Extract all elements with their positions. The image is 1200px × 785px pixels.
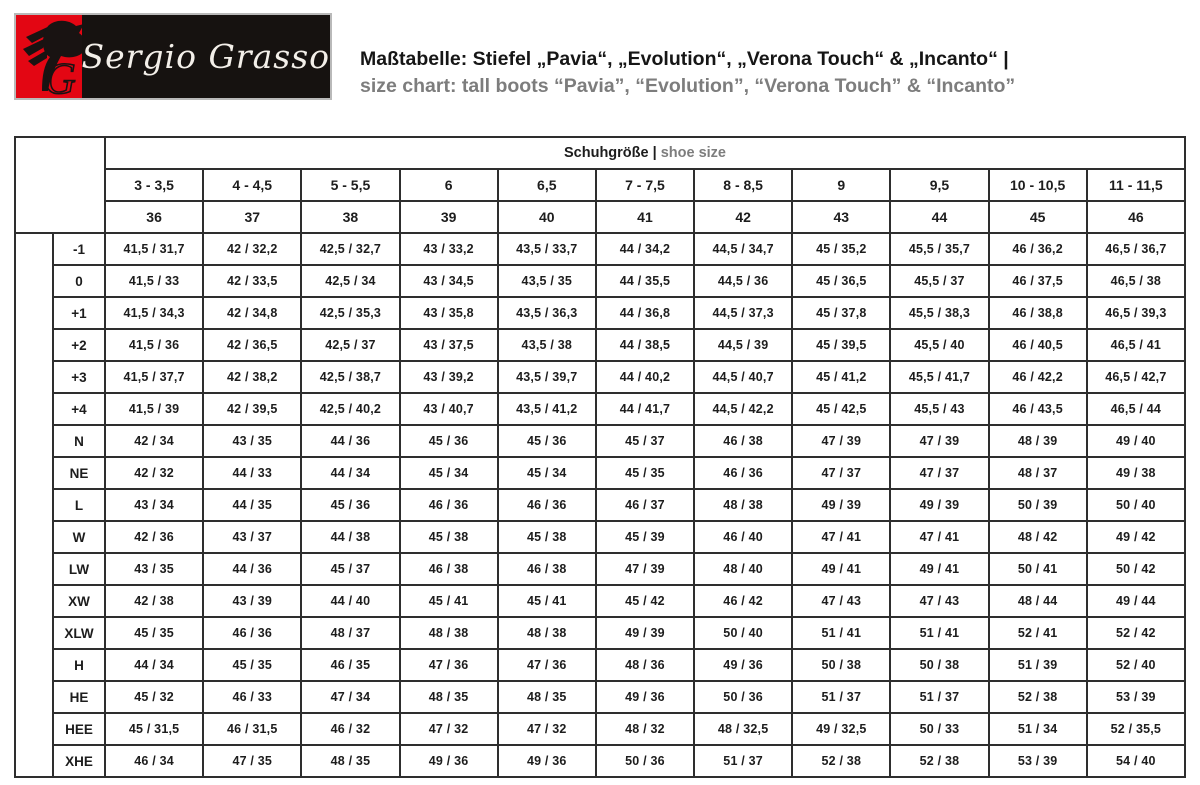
table-row — [15, 713, 1185, 745]
size-value-cell: 49 / 36 — [498, 745, 596, 777]
size-value-cell: 45 / 37 — [596, 425, 694, 457]
size-value-cell: 42 / 34,8 — [203, 297, 301, 329]
shoe-size-header-german: Schuhgröße | — [564, 145, 657, 161]
size-value-cell: 53 / 39 — [989, 745, 1087, 777]
size-value-cell: 43,5 / 35 — [498, 265, 596, 297]
size-value-cell: 46 / 38 — [694, 425, 792, 457]
eu-size-cell: 41 — [596, 201, 694, 233]
size-value-cell: 47 / 37 — [890, 457, 988, 489]
size-value-cell: 43,5 / 33,7 — [498, 233, 596, 265]
size-value-cell: 44 / 33 — [203, 457, 301, 489]
page-title-block — [360, 46, 1015, 100]
size-value-cell: 41,5 / 34,3 — [105, 297, 203, 329]
size-value-cell: 46 / 42,2 — [989, 361, 1087, 393]
table-row — [15, 617, 1185, 649]
size-value-cell: 42 / 34 — [105, 425, 203, 457]
table-row — [15, 489, 1185, 521]
size-value-cell: 46 / 36 — [203, 617, 301, 649]
size-value-cell: 49 / 42 — [1087, 521, 1185, 553]
size-value-cell: 42,5 / 38,7 — [301, 361, 399, 393]
size-value-cell: 46,5 / 44 — [1087, 393, 1185, 425]
row-label: XLW — [53, 617, 105, 649]
size-value-cell: 46 / 36,2 — [989, 233, 1087, 265]
table-row — [15, 425, 1185, 457]
uk-size-cell: 7 - 7,5 — [596, 169, 694, 201]
uk-size-cell: 8 - 8,5 — [694, 169, 792, 201]
shoe-size-header — [105, 137, 1185, 169]
size-value-cell: 45 / 35 — [105, 617, 203, 649]
size-value-cell: 45,5 / 35,7 — [890, 233, 988, 265]
size-value-cell: 48 / 32 — [596, 713, 694, 745]
size-value-cell: 49 / 39 — [596, 617, 694, 649]
size-value-cell: 45 / 39,5 — [792, 329, 890, 361]
size-value-cell: 44,5 / 39 — [694, 329, 792, 361]
size-value-cell: 52 / 38 — [792, 745, 890, 777]
size-value-cell: 44 / 34 — [105, 649, 203, 681]
size-value-cell: 46 / 38 — [498, 553, 596, 585]
table-row — [15, 297, 1185, 329]
uk-size-cell: 11 - 11,5 — [1087, 169, 1185, 201]
size-value-cell: 46 / 36 — [498, 489, 596, 521]
size-value-cell: 45 / 38 — [498, 521, 596, 553]
size-value-cell: 44 / 35 — [203, 489, 301, 521]
size-value-cell: 49 / 36 — [400, 745, 498, 777]
size-value-cell: 45,5 / 38,3 — [890, 297, 988, 329]
size-value-cell: 42,5 / 34 — [301, 265, 399, 297]
size-value-cell: 47 / 39 — [596, 553, 694, 585]
size-value-cell: 50 / 33 — [890, 713, 988, 745]
row-label: H — [53, 649, 105, 681]
eu-size-cell: 39 — [400, 201, 498, 233]
size-value-cell: 45,5 / 41,7 — [890, 361, 988, 393]
size-value-cell: 46 / 35 — [301, 649, 399, 681]
eu-sizes-row — [15, 201, 1185, 233]
size-value-cell: 45 / 36,5 — [792, 265, 890, 297]
size-value-cell: 46 / 37 — [596, 489, 694, 521]
size-value-cell: 47 / 39 — [792, 425, 890, 457]
eu-size-cell: 40 — [498, 201, 596, 233]
size-value-cell: 46 / 37,5 — [989, 265, 1087, 297]
size-value-cell: 48 / 44 — [989, 585, 1087, 617]
size-value-cell: 44 / 34,2 — [596, 233, 694, 265]
size-value-cell: 52 / 35,5 — [1087, 713, 1185, 745]
size-value-cell: 51 / 41 — [792, 617, 890, 649]
uk-size-cell: 9 — [792, 169, 890, 201]
size-value-cell: 43 / 35 — [105, 553, 203, 585]
size-value-cell: 45 / 35 — [596, 457, 694, 489]
size-value-cell: 51 / 37 — [792, 681, 890, 713]
size-value-cell: 44,5 / 40,7 — [694, 361, 792, 393]
brand-wordmark — [82, 15, 331, 98]
size-table-body — [15, 233, 1185, 777]
size-value-cell: 44 / 36 — [203, 553, 301, 585]
size-value-cell: 47 / 37 — [792, 457, 890, 489]
eu-size-cell: 37 — [203, 201, 301, 233]
svg-text:G: G — [44, 54, 76, 98]
size-value-cell: 47 / 36 — [400, 649, 498, 681]
size-value-cell: 48 / 35 — [400, 681, 498, 713]
size-value-cell: 48 / 38 — [498, 617, 596, 649]
size-value-cell: 47 / 36 — [498, 649, 596, 681]
size-value-cell: 48 / 40 — [694, 553, 792, 585]
size-value-cell: 48 / 35 — [301, 745, 399, 777]
size-value-cell: 49 / 32,5 — [792, 713, 890, 745]
size-value-cell: 46,5 / 36,7 — [1087, 233, 1185, 265]
table-row — [15, 329, 1185, 361]
uk-size-cell: 9,5 — [890, 169, 988, 201]
size-value-cell: 48 / 35 — [498, 681, 596, 713]
brand-name: Sergio Grasso — [81, 37, 330, 76]
table-row — [15, 681, 1185, 713]
size-value-cell: 45 / 41,2 — [792, 361, 890, 393]
table-row — [15, 553, 1185, 585]
size-value-cell: 47 / 41 — [792, 521, 890, 553]
horse-icon — [16, 15, 82, 98]
size-value-cell: 49 / 44 — [1087, 585, 1185, 617]
size-value-cell: 49 / 38 — [1087, 457, 1185, 489]
row-label: N — [53, 425, 105, 457]
size-value-cell: 45 / 41 — [400, 585, 498, 617]
size-value-cell: 51 / 37 — [694, 745, 792, 777]
size-value-cell: 48 / 42 — [989, 521, 1087, 553]
row-label: L — [53, 489, 105, 521]
size-value-cell: 51 / 41 — [890, 617, 988, 649]
page-title-german: Maßtabelle: Stiefel „Pavia“, „Evolution“, „Verona Touch“ & „Incanto“ | — [360, 48, 1009, 70]
size-value-cell: 48 / 39 — [989, 425, 1087, 457]
size-value-cell: 46 / 31,5 — [203, 713, 301, 745]
size-value-cell: 45 / 36 — [400, 425, 498, 457]
table-row — [15, 265, 1185, 297]
size-value-cell: 43 / 35 — [203, 425, 301, 457]
size-value-cell: 43 / 35,8 — [400, 297, 498, 329]
uk-size-cell: 4 - 4,5 — [203, 169, 301, 201]
table-row — [15, 457, 1185, 489]
size-value-cell: 42,5 / 35,3 — [301, 297, 399, 329]
size-value-cell: 50 / 36 — [596, 745, 694, 777]
size-value-cell: 50 / 36 — [694, 681, 792, 713]
size-value-cell: 44 / 40,2 — [596, 361, 694, 393]
size-value-cell: 45 / 41 — [498, 585, 596, 617]
size-value-cell: 46 / 36 — [694, 457, 792, 489]
size-value-cell: 45 / 38 — [400, 521, 498, 553]
size-value-cell: 42 / 39,5 — [203, 393, 301, 425]
uk-sizes-row — [15, 169, 1185, 201]
size-value-cell: 46 / 43,5 — [989, 393, 1087, 425]
size-value-cell: 48 / 36 — [596, 649, 694, 681]
group-header-row — [15, 137, 1185, 169]
row-label: 0 — [53, 265, 105, 297]
size-value-cell: 52 / 41 — [989, 617, 1087, 649]
size-value-cell: 48 / 37 — [989, 457, 1087, 489]
size-value-cell: 41,5 / 37,7 — [105, 361, 203, 393]
size-value-cell: 50 / 38 — [890, 649, 988, 681]
eu-size-cell: 46 — [1087, 201, 1185, 233]
size-value-cell: 52 / 40 — [1087, 649, 1185, 681]
size-value-cell: 44 / 34 — [301, 457, 399, 489]
row-label: W — [53, 521, 105, 553]
uk-size-cell: 5 - 5,5 — [301, 169, 399, 201]
size-value-cell: 45 / 36 — [301, 489, 399, 521]
size-value-cell: 49 / 39 — [890, 489, 988, 521]
size-value-cell: 47 / 39 — [890, 425, 988, 457]
uk-size-cell: 10 - 10,5 — [989, 169, 1087, 201]
size-value-cell: 43 / 37 — [203, 521, 301, 553]
row-label: +4 — [53, 393, 105, 425]
size-value-cell: 46 / 34 — [105, 745, 203, 777]
size-value-cell: 43 / 34,5 — [400, 265, 498, 297]
size-value-cell: 46,5 / 41 — [1087, 329, 1185, 361]
size-value-cell: 46,5 / 39,3 — [1087, 297, 1185, 329]
size-value-cell: 47 / 35 — [203, 745, 301, 777]
size-value-cell: 45,5 / 43 — [890, 393, 988, 425]
size-value-cell: 45 / 37 — [301, 553, 399, 585]
size-value-cell: 44,5 / 37,3 — [694, 297, 792, 329]
eu-size-cell: 38 — [301, 201, 399, 233]
row-label: HE — [53, 681, 105, 713]
shoe-size-header-english: shoe size — [660, 145, 726, 161]
size-value-cell: 45 / 37,8 — [792, 297, 890, 329]
size-value-cell: 41,5 / 36 — [105, 329, 203, 361]
size-value-cell: 47 / 43 — [890, 585, 988, 617]
size-value-cell: 42,5 / 37 — [301, 329, 399, 361]
size-value-cell: 43 / 37,5 — [400, 329, 498, 361]
size-value-cell: 42 / 33,5 — [203, 265, 301, 297]
page-title-english: size chart: tall boots “Pavia”, “Evolution”, “Verona Touch” & “Incanto” — [360, 75, 1016, 97]
row-label: XHE — [53, 745, 105, 777]
size-value-cell: 41,5 / 31,7 — [105, 233, 203, 265]
size-value-cell: 44 / 41,7 — [596, 393, 694, 425]
size-value-cell: 47 / 34 — [301, 681, 399, 713]
eu-size-cell: 36 — [105, 201, 203, 233]
eu-size-cell: 44 — [890, 201, 988, 233]
size-value-cell: 48 / 38 — [400, 617, 498, 649]
size-value-cell: 45 / 42 — [596, 585, 694, 617]
size-value-cell: 51 / 37 — [890, 681, 988, 713]
size-value-cell: 47 / 43 — [792, 585, 890, 617]
size-value-cell: 50 / 40 — [694, 617, 792, 649]
size-value-cell: 43,5 / 41,2 — [498, 393, 596, 425]
size-value-cell: 46 / 33 — [203, 681, 301, 713]
size-value-cell: 43 / 40,7 — [400, 393, 498, 425]
size-value-cell: 53 / 39 — [1087, 681, 1185, 713]
size-value-cell: 44 / 35,5 — [596, 265, 694, 297]
size-value-cell: 48 / 37 — [301, 617, 399, 649]
size-value-cell: 44 / 36,8 — [596, 297, 694, 329]
size-value-cell: 45 / 35,2 — [792, 233, 890, 265]
size-value-cell: 49 / 41 — [792, 553, 890, 585]
size-value-cell: 41,5 / 39 — [105, 393, 203, 425]
size-table — [14, 136, 1186, 778]
size-value-cell: 49 / 41 — [890, 553, 988, 585]
size-value-cell: 50 / 40 — [1087, 489, 1185, 521]
size-value-cell: 42 / 38 — [105, 585, 203, 617]
size-value-cell: 43 / 39,2 — [400, 361, 498, 393]
table-row — [15, 745, 1185, 777]
size-value-cell: 50 / 42 — [1087, 553, 1185, 585]
size-value-cell: 45 / 34 — [400, 457, 498, 489]
size-value-cell: 48 / 32,5 — [694, 713, 792, 745]
table-row — [15, 233, 1185, 265]
row-label: NE — [53, 457, 105, 489]
size-value-cell: 43 / 34 — [105, 489, 203, 521]
size-value-cell: 44,5 / 34,7 — [694, 233, 792, 265]
corner-cell — [15, 137, 105, 233]
table-row — [15, 521, 1185, 553]
eu-size-cell: 42 — [694, 201, 792, 233]
size-value-cell: 49 / 36 — [694, 649, 792, 681]
size-value-cell: 41,5 / 33 — [105, 265, 203, 297]
eu-size-cell: 43 — [792, 201, 890, 233]
size-value-cell: 45 / 32 — [105, 681, 203, 713]
size-value-cell: 47 / 32 — [400, 713, 498, 745]
size-value-cell: 45 / 31,5 — [105, 713, 203, 745]
left-spacer-cell — [15, 233, 53, 777]
size-value-cell: 50 / 41 — [989, 553, 1087, 585]
row-label: HEE — [53, 713, 105, 745]
size-value-cell: 47 / 32 — [498, 713, 596, 745]
size-value-cell: 45 / 42,5 — [792, 393, 890, 425]
table-row — [15, 649, 1185, 681]
size-value-cell: 42 / 32,2 — [203, 233, 301, 265]
size-value-cell: 49 / 36 — [596, 681, 694, 713]
size-value-cell: 43,5 / 36,3 — [498, 297, 596, 329]
size-value-cell: 44,5 / 42,2 — [694, 393, 792, 425]
size-value-cell: 42 / 32 — [105, 457, 203, 489]
size-value-cell: 52 / 38 — [890, 745, 988, 777]
size-value-cell: 52 / 38 — [989, 681, 1087, 713]
size-value-cell: 44 / 38 — [301, 521, 399, 553]
eu-size-cell: 45 — [989, 201, 1087, 233]
size-value-cell: 46 / 38 — [400, 553, 498, 585]
size-value-cell: 46 / 40,5 — [989, 329, 1087, 361]
size-value-cell: 52 / 42 — [1087, 617, 1185, 649]
size-value-cell: 43 / 33,2 — [400, 233, 498, 265]
table-row — [15, 393, 1185, 425]
row-label: +2 — [53, 329, 105, 361]
size-value-cell: 51 / 34 — [989, 713, 1087, 745]
size-value-cell: 46 / 40 — [694, 521, 792, 553]
size-value-cell: 43,5 / 39,7 — [498, 361, 596, 393]
size-value-cell: 44 / 40 — [301, 585, 399, 617]
size-value-cell: 49 / 39 — [792, 489, 890, 521]
size-value-cell: 50 / 39 — [989, 489, 1087, 521]
size-value-cell: 46 / 42 — [694, 585, 792, 617]
size-value-cell: 51 / 39 — [989, 649, 1087, 681]
row-label: LW — [53, 553, 105, 585]
size-value-cell: 46,5 / 42,7 — [1087, 361, 1185, 393]
size-value-cell: 45,5 / 37 — [890, 265, 988, 297]
uk-size-cell: 6,5 — [498, 169, 596, 201]
size-value-cell: 44 / 38,5 — [596, 329, 694, 361]
row-label: +1 — [53, 297, 105, 329]
uk-size-cell: 3 - 3,5 — [105, 169, 203, 201]
size-value-cell: 46 / 32 — [301, 713, 399, 745]
size-value-cell: 48 / 38 — [694, 489, 792, 521]
size-value-cell: 45 / 36 — [498, 425, 596, 457]
size-value-cell: 47 / 41 — [890, 521, 988, 553]
size-value-cell: 42 / 36 — [105, 521, 203, 553]
row-label: -1 — [53, 233, 105, 265]
size-value-cell: 42 / 36,5 — [203, 329, 301, 361]
table-row — [15, 361, 1185, 393]
size-value-cell: 42,5 / 40,2 — [301, 393, 399, 425]
size-value-cell: 45 / 39 — [596, 521, 694, 553]
size-value-cell: 50 / 38 — [792, 649, 890, 681]
size-value-cell: 54 / 40 — [1087, 745, 1185, 777]
size-value-cell: 46,5 / 38 — [1087, 265, 1185, 297]
uk-size-cell: 6 — [400, 169, 498, 201]
table-row — [15, 585, 1185, 617]
size-value-cell: 44,5 / 36 — [694, 265, 792, 297]
size-value-cell: 46 / 36 — [400, 489, 498, 521]
size-value-cell: 42 / 38,2 — [203, 361, 301, 393]
sergio-grasso-logo — [14, 13, 332, 100]
size-value-cell: 45,5 / 40 — [890, 329, 988, 361]
size-value-cell: 45 / 35 — [203, 649, 301, 681]
size-value-cell: 43,5 / 38 — [498, 329, 596, 361]
size-value-cell: 42,5 / 32,7 — [301, 233, 399, 265]
size-value-cell: 46 / 38,8 — [989, 297, 1087, 329]
size-value-cell: 49 / 40 — [1087, 425, 1185, 457]
row-label: +3 — [53, 361, 105, 393]
size-value-cell: 45 / 34 — [498, 457, 596, 489]
row-label: XW — [53, 585, 105, 617]
size-value-cell: 44 / 36 — [301, 425, 399, 457]
size-value-cell: 43 / 39 — [203, 585, 301, 617]
